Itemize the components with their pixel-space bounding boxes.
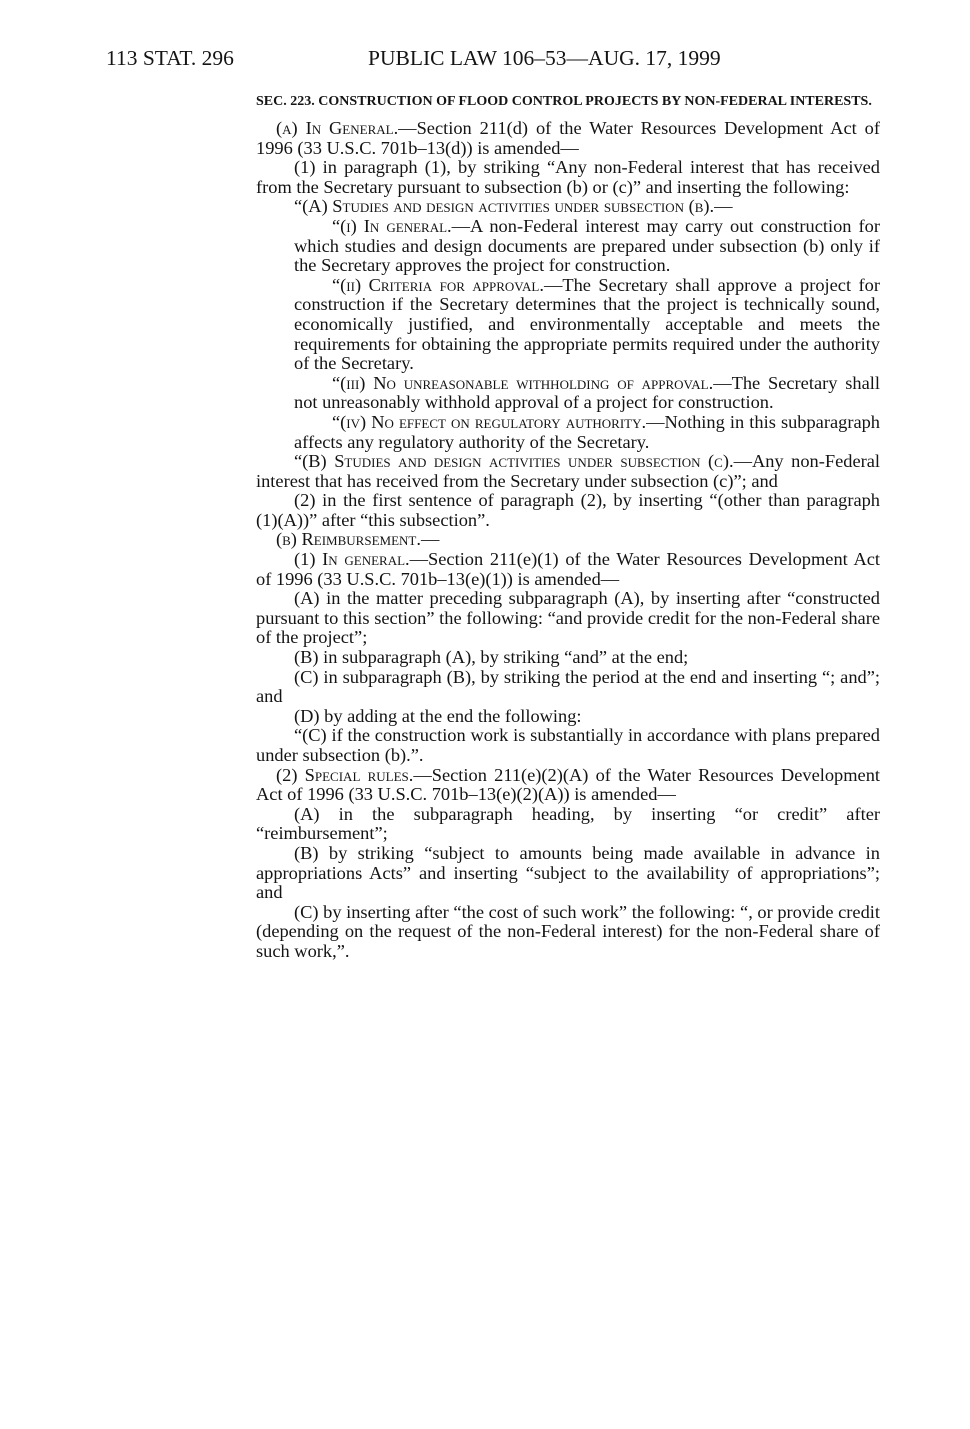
section-heading: SEC. 223. CONSTRUCTION OF FLOOD CONTROL PROJECTS BY NON-FEDERAL INTERESTS. bbox=[256, 94, 872, 109]
subparagraph-b-2-A: (A) in the subparagraph heading, by inserting “or credit” after “reimbursement”; bbox=[256, 803, 880, 844]
subparagraph-b-1-B: (B) in subparagraph (A), by striking “and” at the end; bbox=[294, 647, 689, 668]
subsection-b-heading: (b) Reimbursement. bbox=[276, 529, 421, 550]
clause-iv: “(iv) No effect on regulatory authority.—Nothing in this subparagraph affects any regulatory authority of the Secretary. bbox=[294, 411, 881, 452]
subparagraph-b-2-C: (C) by inserting after “the cost of such work” the following: “, or provide credit (depending on the request of the non-Federal interest) for the non-Federal share of such work,”. bbox=[256, 901, 880, 961]
subparagraph-b-2-B: (B) by striking “subject to amounts being made available in advance in appropriations Acts” and inserting “subject to the availability of appropriations”; and bbox=[256, 842, 880, 903]
subparagraph-b-1-C: (C) in subparagraph (B), by striking the period at the end and inserting “; and”; and bbox=[256, 666, 880, 707]
subsection-a: (a) In General.—Section 211(d) of the Water Resources Development Act of 1996 (33 U.S.C. 701b–13(d)) is amended— bbox=[256, 118, 880, 158]
paragraph-a-2: (2) in the first sentence of paragraph (2), by inserting “(other than paragraph (1)(A))” after “this subsection”. bbox=[256, 490, 880, 530]
subsection-a-heading: (a) In General. bbox=[276, 118, 399, 138]
public-law-title: PUBLIC LAW 106–53—AUG. 17, 1999 bbox=[368, 46, 721, 70]
subparagraph-a-B: “(B) Studies and design activities under subsection (c).—Any non-Federal interest that has received from the Secretary under subsection (c)”; and bbox=[256, 451, 881, 491]
document-body bbox=[256, 92, 880, 962]
subparagraph-b-1-A: (A) in the matter preceding subparagraph (A), by inserting after “constructed pursuant to this section” the following: “and provide credit for the non-Federal share of the project”; bbox=[256, 588, 880, 648]
paragraph-a-1: (1) in paragraph (1), by striking “Any non-Federal interest that has received from the Secretary pursuant to subsection (b) or (c)” and inserting the following: bbox=[256, 157, 880, 197]
running-header bbox=[106, 46, 876, 70]
clause-i: “(i) In general.—A non-Federal interest may carry out construction for which studies and design documents are prepared under subsection (b) only if the Secretary approves the project for construction. bbox=[294, 215, 880, 276]
clause-ii: “(ii) Criteria for approval.—The Secretary shall approve a project for construction if the Secretary determines that the project is technically sound, economically justified, and environmentally acceptable and meets the requirements for obtaining the appropriate permits required under the authority of the Secretary. bbox=[294, 274, 881, 374]
subparagraph-a-A: “(A) Studies and design activities under subsection (b).— bbox=[294, 196, 733, 217]
paragraph-b-2: (2) Special rules.—Section 211(e)(2)(A) of the Water Resources Development Act of 1996 (33 U.S.C. 701b–13(e)(2)(A)) is amended— bbox=[256, 764, 880, 805]
subparagraph-b-1-D: (D) by adding at the end the following: bbox=[294, 705, 582, 726]
quoted-clause-C: “(C) if the construction work is substantially in accordance with plans prepared under subsection (b).”. bbox=[256, 725, 880, 765]
clause-iii: “(iii) No unreasonable withholding of approval.—The Secretary shall not unreasonably withhold approval of a project for construction. bbox=[294, 372, 880, 413]
paragraph-b-1: (1) In general.—Section 211(e)(1) of the Water Resources Development Act of 1996 (33 U.S.C. 701b–13(e)(1)) is amended— bbox=[256, 549, 880, 589]
subsection-b: (b) Reimbursement.— bbox=[276, 529, 440, 550]
stat-citation: 113 STAT. 296 bbox=[106, 46, 234, 70]
